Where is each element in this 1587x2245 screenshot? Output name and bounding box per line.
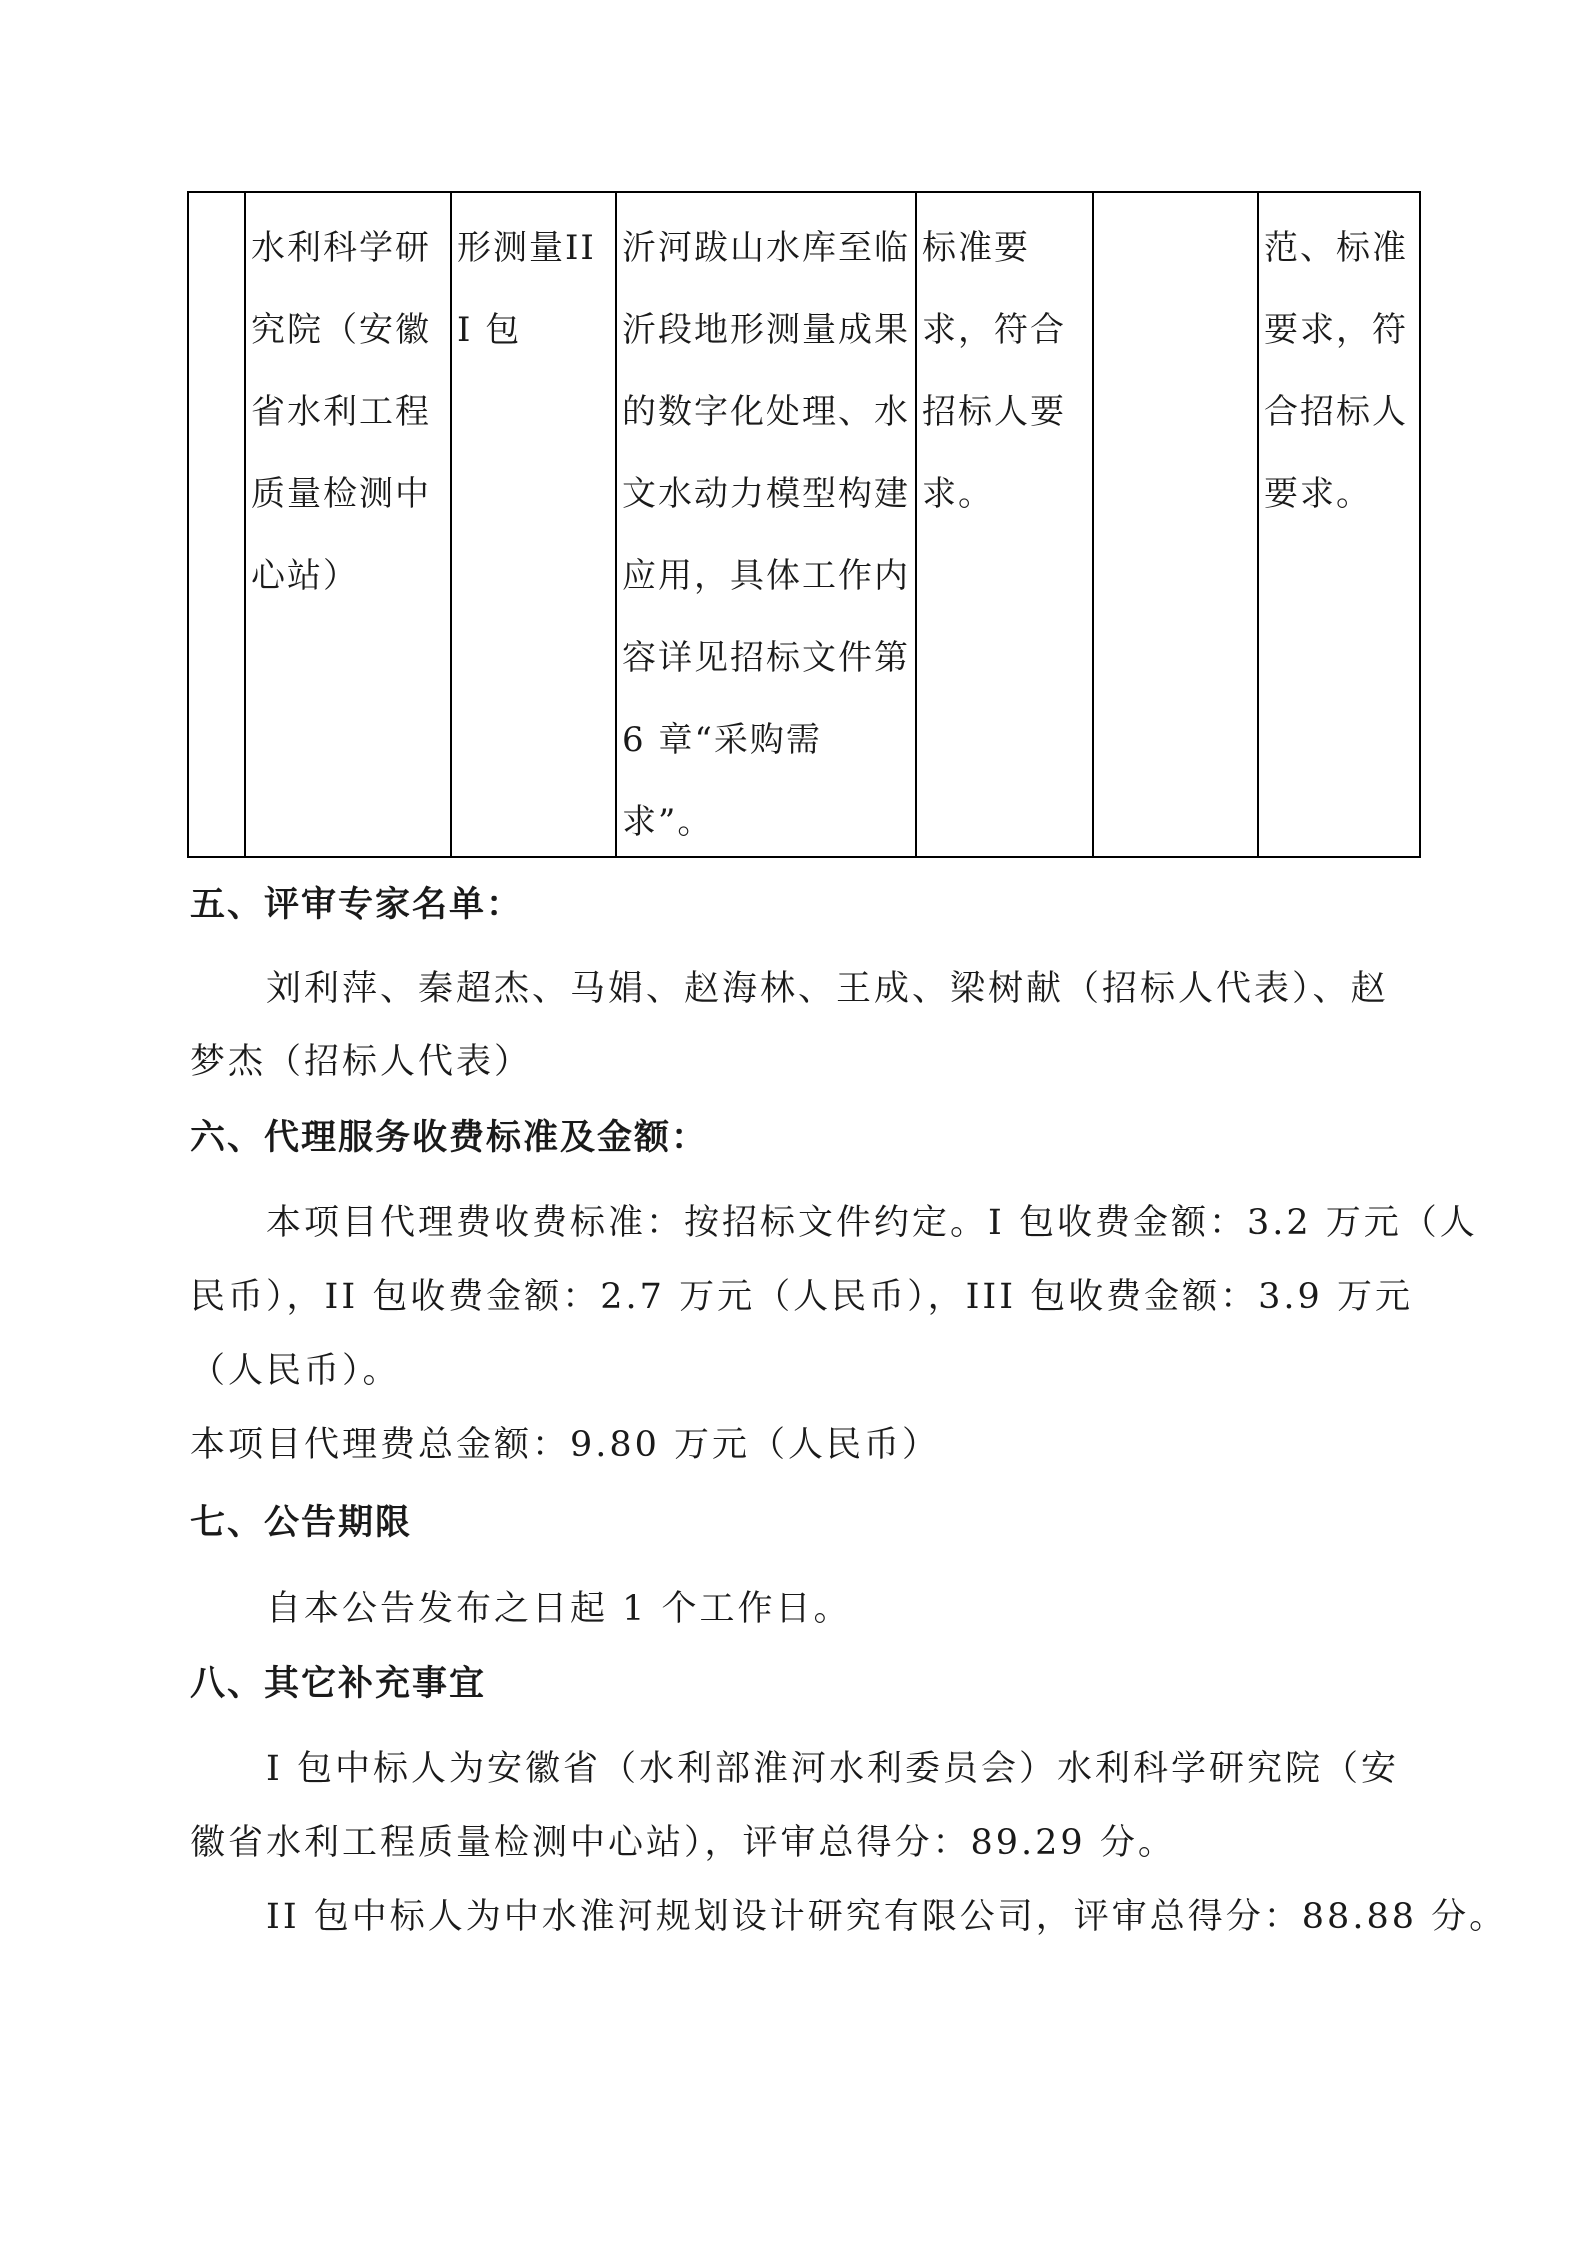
table-divider xyxy=(915,193,917,856)
fee-text-line: 本项目代理费收费标准：按招标文件约定。I 包收费金额：3.2 万元（人 xyxy=(266,1203,1478,1243)
table-divider xyxy=(1092,193,1094,856)
experts-list-line: 刘利萍、秦超杰、马娟、赵海林、王成、梁树献（招标人代表）、赵 xyxy=(266,969,1389,1009)
other-text-line: II 包中标人为中水淮河规划设计研究有限公司，评审总得分：88.88 分。 xyxy=(266,1897,1508,1937)
table-cell-package: 形测量III 包 xyxy=(457,228,596,350)
table-cell-organization: 水利科学研究院（安徽省水利工程质量检测中心站） xyxy=(251,228,431,596)
experts-list-line: 梦杰（招标人代表） xyxy=(190,1042,533,1082)
bid-result-table xyxy=(187,191,1421,858)
fee-text-line: （人民币）。 xyxy=(190,1351,401,1391)
table-cell-remark: 范、标准要求，符合招标人要求。 xyxy=(1264,228,1408,514)
table-cell-standard: 标准要求，符合招标人要求。 xyxy=(922,228,1066,514)
fee-total-line: 本项目代理费总金额：9.80 万元（人民币） xyxy=(190,1425,941,1465)
section-heading-experts: 五、评审专家名单： xyxy=(190,885,524,925)
table-cell-description: 沂河跋山水库至临沂段地形测量成果的数字化处理、水文水动力模型构建应用，具体工作内容详见招标文件第6 章“采购需求”。 xyxy=(622,228,910,842)
table-divider xyxy=(244,193,246,856)
table-divider xyxy=(450,193,452,856)
section-heading-fees: 六、代理服务收费标准及金额： xyxy=(190,1118,709,1158)
other-text-line: 徽省水利工程质量检测中心站），评审总得分：89.29 分。 xyxy=(190,1823,1176,1863)
other-text-line: I 包中标人为安徽省（水利部淮河水利委员会）水利科学研究院（安 xyxy=(266,1749,1399,1789)
fee-text-line: 民币），II 包收费金额：2.7 万元（人民币），III 包收费金额：3.9 万元 xyxy=(190,1277,1413,1317)
period-text: 自本公告发布之日起 1 个工作日。 xyxy=(266,1589,852,1629)
section-heading-period: 七、公告期限 xyxy=(190,1503,413,1543)
table-divider xyxy=(1257,193,1259,856)
table-divider xyxy=(615,193,617,856)
section-heading-other: 八、其它补充事宜 xyxy=(190,1664,487,1704)
